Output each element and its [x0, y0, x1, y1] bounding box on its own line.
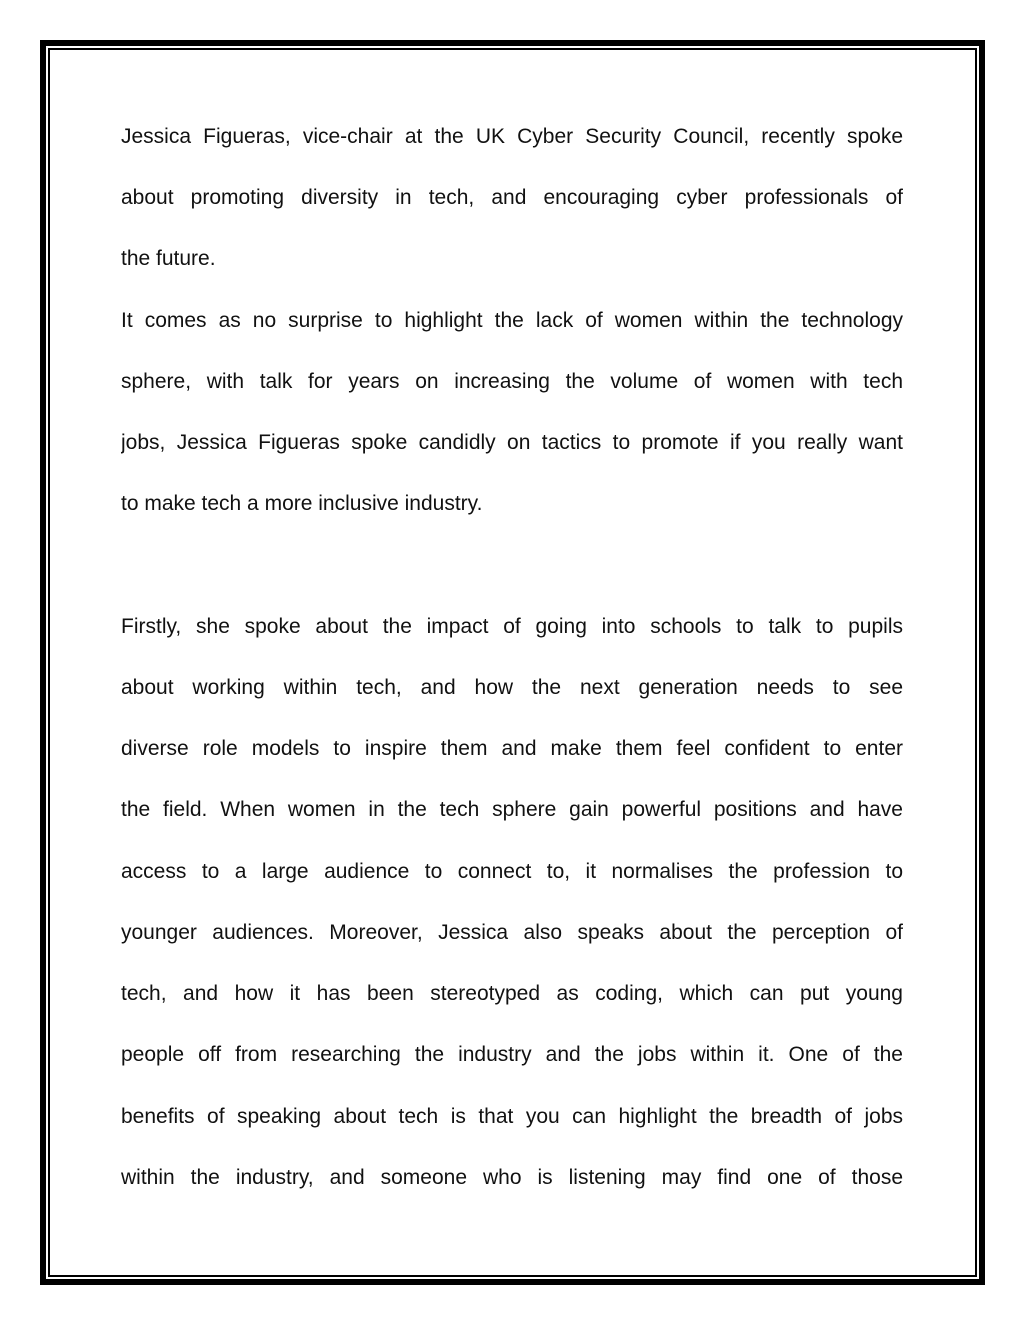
paragraph-2-line-2: sphere, with talk for years on increasing the volume of women with tech	[121, 370, 903, 393]
paragraph-2-line-4: to make tech a more inclusive industry.	[121, 492, 483, 515]
page-border-inner	[48, 48, 977, 1277]
paragraph-3-line-5: access to a large audience to connect to, it normalises the profession to	[121, 860, 903, 883]
paragraph-2-line-3: jobs, Jessica Figueras spoke candidly on tactics to promote if you really want	[121, 431, 903, 454]
paragraph-1-line-3: the future.	[121, 247, 216, 270]
paragraph-3-line-10: within the industry, and someone who is listening may find one of those	[121, 1166, 903, 1189]
paragraph-3-line-6: younger audiences. Moreover, Jessica also speaks about the perception of	[121, 921, 903, 944]
paragraph-3-line-9: benefits of speaking about tech is that you can highlight the breadth of jobs	[121, 1105, 903, 1128]
paragraph-1-line-1: Jessica Figueras, vice-chair at the UK Cyber Security Council, recently spoke	[121, 125, 903, 148]
paragraph-3-line-2: about working within tech, and how the next generation needs to see	[121, 676, 903, 699]
paragraph-3-line-8: people off from researching the industry and the jobs within it. One of the	[121, 1043, 903, 1066]
paragraph-3-line-7: tech, and how it has been stereotyped as coding, which can put young	[121, 982, 903, 1005]
paragraph-3-line-1: Firstly, she spoke about the impact of going into schools to talk to pupils	[121, 615, 903, 638]
paragraph-3-line-3: diverse role models to inspire them and make them feel confident to enter	[121, 737, 903, 760]
paragraph-1-line-2: about promoting diversity in tech, and encouraging cyber professionals of	[121, 186, 903, 209]
paragraph-3-line-4: the field. When women in the tech sphere gain powerful positions and have	[121, 798, 903, 821]
paragraph-2-line-1: It comes as no surprise to highlight the lack of women within the technology	[121, 309, 903, 332]
